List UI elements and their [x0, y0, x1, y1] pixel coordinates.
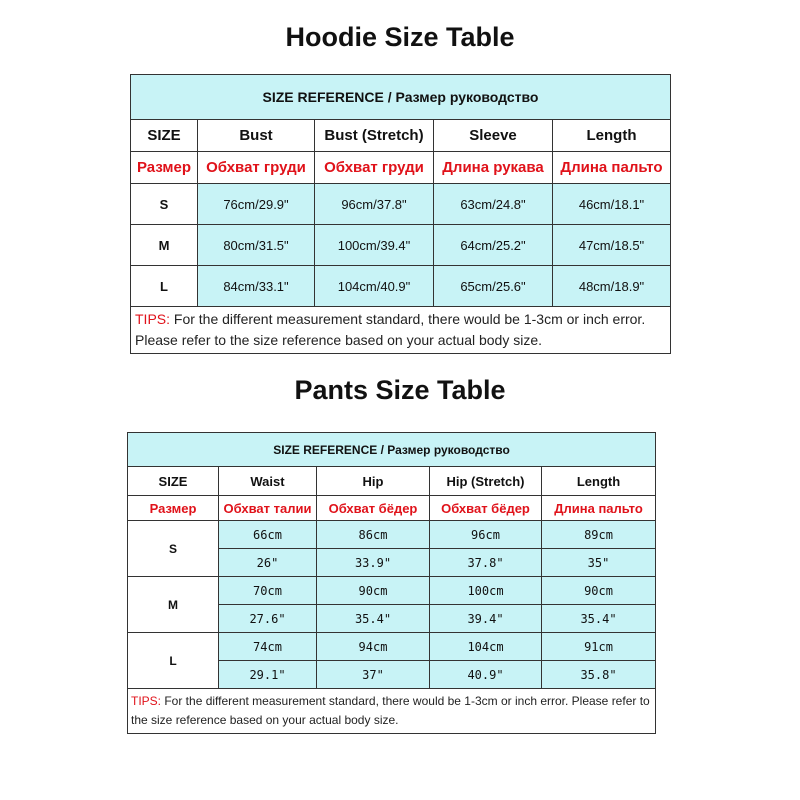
column-header-size-ru: Размер — [128, 496, 219, 521]
table-cell: 74cm — [219, 633, 317, 661]
table-cell: 86cm — [317, 521, 430, 549]
column-header-hip-ru: Обхват бёдер — [317, 496, 430, 521]
table-cell: 29.1" — [219, 661, 317, 689]
table-cell: 46cm/18.1" — [553, 184, 671, 225]
column-header-size: SIZE — [128, 467, 219, 496]
hoodie-size-table — [130, 74, 671, 354]
table-cell: 26" — [219, 549, 317, 577]
size-label: L — [128, 633, 219, 689]
size-label: M — [131, 225, 198, 266]
table-cell: 104cm/40.9" — [315, 266, 434, 307]
column-header-hip-stretch: Hip (Stretch) — [430, 467, 542, 496]
column-header-size: SIZE — [131, 120, 198, 152]
table-cell: 65cm/25.6" — [434, 266, 553, 307]
table-cell: 96cm — [430, 521, 542, 549]
table-cell: 40.9" — [430, 661, 542, 689]
table-cell: 90cm — [317, 577, 430, 605]
tips-text: For the different measurement standard, there would be 1-3cm or inch error. Please refer to the size reference based on your actual body size. — [131, 694, 650, 727]
column-header-sleeve-ru: Длина рукава — [434, 152, 553, 184]
size-reference-header: SIZE REFERENCE / Размер руководство — [131, 75, 671, 120]
table-cell: 91cm — [542, 633, 656, 661]
table-cell: 84cm/33.1" — [198, 266, 315, 307]
table-cell: 64cm/25.2" — [434, 225, 553, 266]
column-header-length: Length — [553, 120, 671, 152]
tips-note — [128, 689, 656, 734]
table-cell: 35.4" — [542, 605, 656, 633]
size-label: L — [131, 266, 198, 307]
table-cell: 47cm/18.5" — [553, 225, 671, 266]
tips-text: For the different measurement standard, there would be 1-3cm or inch error. Please refer to the size reference based on your actual body size. — [135, 311, 646, 348]
size-label: M — [128, 577, 219, 633]
size-reference-header: SIZE REFERENCE / Размер руководство — [128, 433, 656, 467]
column-header-hip: Hip — [317, 467, 430, 496]
size-label: S — [128, 521, 219, 577]
table-cell: 33.9" — [317, 549, 430, 577]
column-header-waist-ru: Обхват талии — [219, 496, 317, 521]
column-header-length-ru: Длина пальто — [553, 152, 671, 184]
table-cell: 94cm — [317, 633, 430, 661]
tips-label: TIPS: — [131, 694, 162, 708]
table-cell: 100cm/39.4" — [315, 225, 434, 266]
table-cell: 48cm/18.9" — [553, 266, 671, 307]
pants-size-table — [127, 432, 656, 734]
table-row — [131, 266, 671, 307]
table-cell: 66cm — [219, 521, 317, 549]
table-cell: 35.4" — [317, 605, 430, 633]
table-row — [131, 184, 671, 225]
tips-note — [131, 307, 671, 354]
table-row — [128, 521, 656, 549]
column-header-sleeve: Sleeve — [434, 120, 553, 152]
column-header-length: Length — [542, 467, 656, 496]
column-header-bust-stretch-ru: Обхват груди — [315, 152, 434, 184]
pants-table-title: Pants Size Table — [294, 375, 506, 405]
table-cell: 90cm — [542, 577, 656, 605]
table-row — [131, 225, 671, 266]
table-cell: 35.8" — [542, 661, 656, 689]
table-cell: 76cm/29.9" — [198, 184, 315, 225]
table-cell: 96cm/37.8" — [315, 184, 434, 225]
tips-label: TIPS: — [135, 311, 171, 327]
table-cell: 27.6" — [219, 605, 317, 633]
table-row — [128, 577, 656, 605]
column-header-size-ru: Размер — [131, 152, 198, 184]
table-cell: 35" — [542, 549, 656, 577]
table-cell: 37" — [317, 661, 430, 689]
table-cell: 37.8" — [430, 549, 542, 577]
table-cell: 104cm — [430, 633, 542, 661]
column-header-bust-ru: Обхват груди — [198, 152, 315, 184]
column-header-hip-stretch-ru: Обхват бёдер — [430, 496, 542, 521]
table-cell: 63cm/24.8" — [434, 184, 553, 225]
table-cell: 100cm — [430, 577, 542, 605]
column-header-length-ru: Длина пальто — [542, 496, 656, 521]
column-header-waist: Waist — [219, 467, 317, 496]
hoodie-table-title: Hoodie Size Table — [285, 22, 515, 52]
column-header-bust: Bust — [198, 120, 315, 152]
table-row — [128, 633, 656, 661]
size-label: S — [131, 184, 198, 225]
table-cell: 39.4" — [430, 605, 542, 633]
column-header-bust-stretch: Bust (Stretch) — [315, 120, 434, 152]
table-cell: 89cm — [542, 521, 656, 549]
table-cell: 80cm/31.5" — [198, 225, 315, 266]
table-cell: 70cm — [219, 577, 317, 605]
